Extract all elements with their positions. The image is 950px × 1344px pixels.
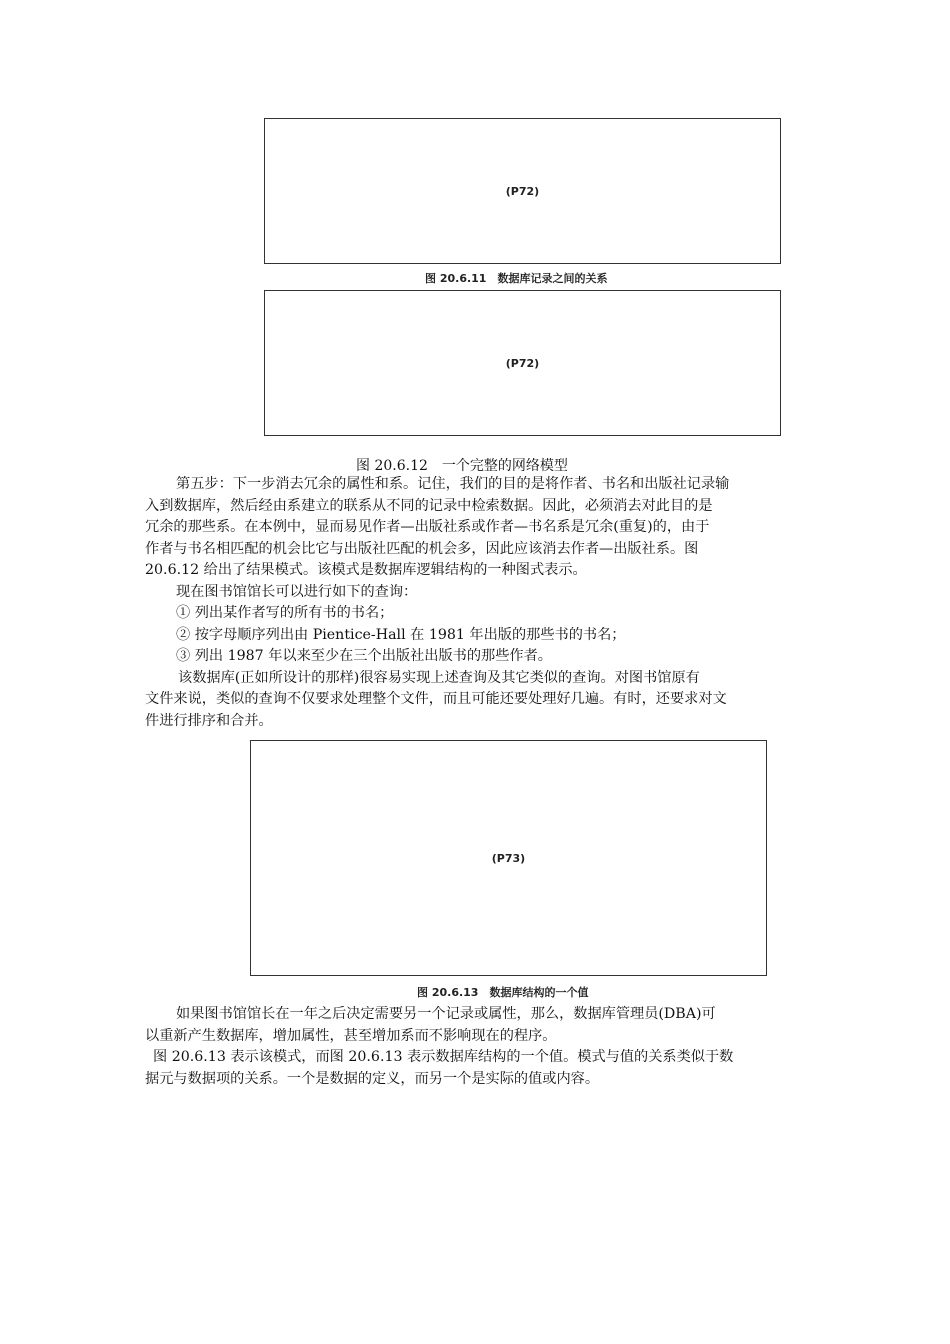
figure-placeholder: (P72) (505, 184, 540, 198)
paragraph-line: 文件来说，类似的查询不仅要求处理整个文件，而且可能还要处理好几遍。有时，还要求对文 (145, 691, 727, 707)
figure-20-6-11 (264, 118, 781, 264)
figure-20-6-13 (250, 740, 767, 976)
figure-caption: 图 20.6.13 数据库结构的一个值 (417, 986, 589, 999)
body-text-section-2 (145, 1004, 807, 1090)
paragraph-line: 第五步：下一步消去冗余的属性和系。记住，我们的目的是将作者、书名和出版社记录输 (176, 476, 730, 492)
figure-placeholder: (P72) (505, 356, 540, 370)
list-item: ① 列出某作者写的所有书的书名； (176, 605, 394, 621)
figure-placeholder: (P73) (491, 851, 526, 865)
figure-20-6-12 (264, 290, 781, 436)
paragraph-line: 该数据库(正如所设计的那样)很容易实现上述查询及其它类似的查询。对图书馆原有 (178, 669, 700, 686)
figure-caption: 图 20.6.11 数据库记录之间的关系 (425, 272, 608, 285)
paragraph-line: 现在图书馆馆长可以进行如下的查询： (176, 583, 418, 600)
paragraph-line: 以重新产生数据库，增加属性，甚至增加系而不影响现在的程序。 (145, 1027, 557, 1044)
paragraph-line: 据元与数据项的关系。一个是数据的定义，而另一个是实际的值或内容。 (145, 1070, 600, 1087)
paragraph-line: 如果图书馆馆长在一年之后决定需要另一个记录或属性，那么，数据库管理员(DBA)可 (176, 1006, 716, 1022)
paragraph-line: 20.6.12 给出了结果模式。该模式是数据库逻辑结构的一种图式表示。 (145, 562, 587, 578)
list-item: ② 按字母顺序列出由 Pientice-Hall 在 1981 年出版的那些书的书名； (176, 626, 626, 643)
paragraph-line: 作者与书名相匹配的机会比它与出版社匹配的机会多，因此应该消去作者—出版社系。图 (145, 540, 699, 557)
paragraph-line: 件进行排序和合并。 (145, 712, 273, 729)
paragraph-line: 图 20.6.13 表示该模式，而图 20.6.13 表示数据库结构的一个值。模式与值的关系类似于数 (153, 1049, 734, 1065)
list-item: ③ 列出 1987 年以来至少在三个出版社出版书的那些作者。 (176, 648, 552, 664)
paragraph-line: 冗余的那些系。在本例中，显而易见作者—出版社系或作者—书名系是冗余(重复)的，由于 (145, 519, 710, 535)
body-text-section-1 (145, 474, 807, 732)
paragraph-line: 入到数据库，然后经由系建立的联系从不同的记录中检索数据。因此，必须消去对此目的是 (145, 497, 713, 514)
figure-caption: 图 20.6.12 一个完整的网络模型 (356, 458, 568, 474)
